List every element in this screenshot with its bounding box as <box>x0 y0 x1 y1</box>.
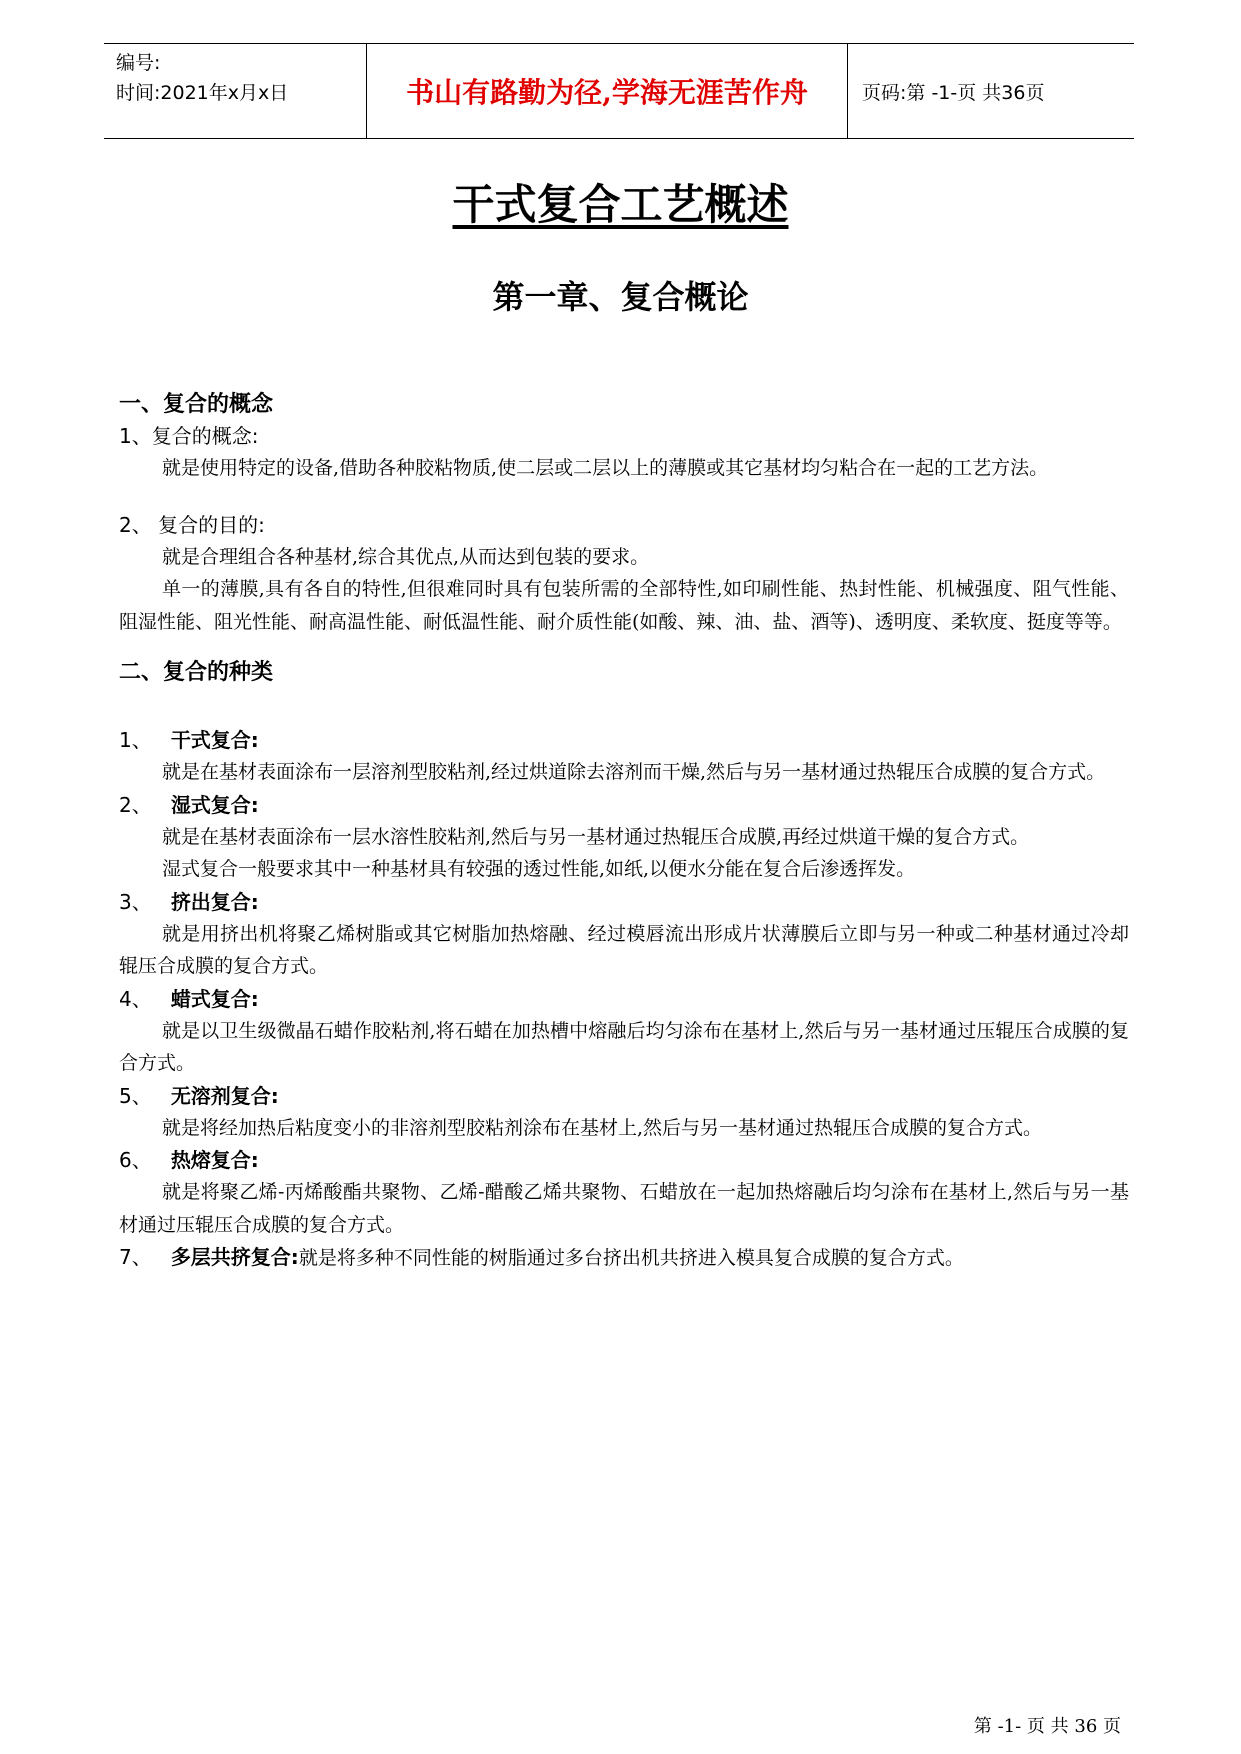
list-item-text: 就是以卫生级微晶石蜡作胶粘剂,将石蜡在加热槽中熔融后均匀涂布在基材上,然后与另一基材通过压辊压合成膜的复合方式。 <box>119 1019 1129 1074</box>
paragraph-concept: 就是使用特定的设备,借助各种胶粘物质,使二层或二层以上的薄膜或其它基材均匀粘合在一起的工艺方法。 <box>162 457 1049 479</box>
list-item-label <box>119 1241 1129 1274</box>
page-header <box>104 43 1134 139</box>
header-page-info: 页码:第 -1-页 共36页 <box>862 81 1045 104</box>
item-number: 5、 <box>119 1083 152 1108</box>
item-title: 多层共挤复合: <box>170 1245 299 1269</box>
paragraph-purpose-2: 单一的薄膜,具有各自的特性,但很难同时具有包装所需的全部特性,如印刷性能、热封性能、机械强度、阻气性能、阻湿性能、阻光性能、耐高温性能、耐低温性能、耐介质性能(如酸、辣、油、盐、酒等)、透明度、柔软度、挺度等等。 <box>119 578 1129 633</box>
list-item-text: 就是在基材表面涂布一层水溶性胶粘剂,然后与另一基材通过热辊压合成膜,再经过烘道干燥的复合方式。 <box>162 825 1030 848</box>
list-item-label <box>119 1144 1129 1176</box>
paragraph-purpose-1: 就是合理组合各种基材,综合其优点,从而达到包装的要求。 <box>162 545 650 568</box>
item-number: 7、 <box>119 1245 152 1269</box>
header-motto: 书山有路勤为径,学海无涯苦作舟 <box>366 44 848 138</box>
subheading-concept: 1、复合的概念: <box>119 424 259 448</box>
item-title: 干式复合: <box>170 728 259 752</box>
list-item-text: 就是将聚乙烯-丙烯酸酯共聚物、乙烯-醋酸乙烯共聚物、石蜡放在一起加热熔融后均匀涂布在基材上,然后与另一基材通过压辊压合成膜的复合方式。 <box>119 1181 1129 1236</box>
item-number: 3、 <box>119 889 152 914</box>
list-item-label <box>119 886 1129 918</box>
page-footer: 第 -1- 页 共 36 页 <box>973 1716 1121 1737</box>
item-number: 1、 <box>119 728 152 752</box>
list-item-text: 就是将多种不同性能的树脂通过多台挤出机共挤进入模具复合成膜的复合方式。 <box>298 1247 964 1269</box>
item-number: 6、 <box>119 1148 152 1172</box>
document-body <box>119 390 1129 1274</box>
item-title: 蜡式复合: <box>170 986 259 1011</box>
item-title: 湿式复合: <box>170 792 259 817</box>
list-item-label <box>119 1080 1129 1112</box>
subheading-purpose: 2、 复合的目的: <box>119 512 265 537</box>
list-item-label <box>119 789 1129 821</box>
item-title: 热熔复合: <box>170 1148 259 1172</box>
item-number: 4、 <box>119 986 152 1011</box>
item-title: 挤出复合: <box>170 889 259 914</box>
item-title: 无溶剂复合: <box>170 1083 279 1108</box>
number-label: 编号: <box>116 52 161 74</box>
section-heading-1: 一、复合的概念 <box>119 392 274 417</box>
document-title: 干式复合工艺概述 <box>452 180 789 229</box>
chapter-heading: 第一章、复合概论 <box>492 278 749 316</box>
header-left-cell <box>104 44 366 138</box>
list-item-label <box>119 724 1129 756</box>
list-item-label <box>119 983 1129 1015</box>
list-item-text: 就是在基材表面涂布一层溶剂型胶粘剂,经过烘道除去溶剂而干燥,然后与另一基材通过热辊压合成膜的复合方式。 <box>162 761 1106 783</box>
list-item-text: 就是用挤出机将聚乙烯树脂或其它树脂加热熔融、经过模唇流出形成片状薄膜后立即与另一种或二种基材通过冷却辊压合成膜的复合方式。 <box>119 922 1129 977</box>
list-item-text: 就是将经加热后粘度变小的非溶剂型胶粘剂涂布在基材上,然后与另一基材通过热辊压合成膜的复合方式。 <box>162 1116 1043 1139</box>
section-heading-2: 二、复合的种类 <box>119 660 274 685</box>
time-label: 时间:2021年x月x日 <box>116 82 289 104</box>
list-item-extra-text: 湿式复合一般要求其中一种基材具有较强的透过性能,如纸,以便水分能在复合后渗透挥发。 <box>162 858 916 880</box>
item-number: 2、 <box>119 792 152 817</box>
